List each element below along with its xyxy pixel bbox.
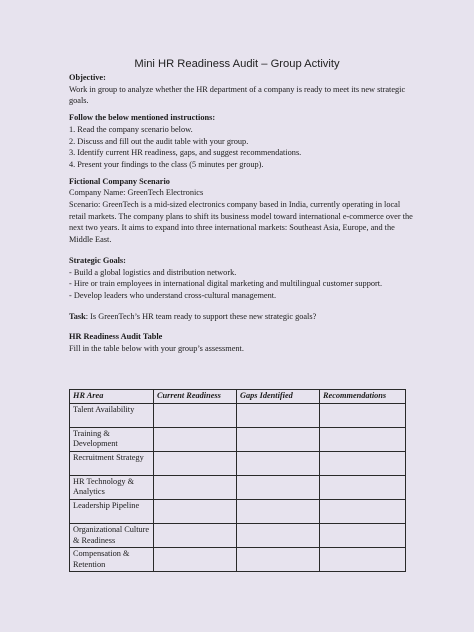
task-text: : Is GreenTech’s HR team ready to support these new strategic goals? [85,311,317,321]
audit-table [69,389,406,572]
table-heading: HR Readiness Audit Table [69,332,163,342]
company-name: Company Name: GreenTech Electronics [69,188,204,198]
recommendations-cell[interactable] [320,451,406,475]
table-row [70,475,406,499]
objective-heading: Objective: [69,73,106,82]
hr-area-cell: HR Technology & Analytics [70,475,154,499]
current-readiness-cell[interactable] [154,523,237,547]
task-line [69,311,419,323]
current-readiness-cell[interactable] [154,499,237,523]
objective-text: Work in group to analyze whether the HR department of a company is ready to meet its new strategic goals. [69,84,406,106]
instruction-item: 1. Read the company scenario below. [69,124,193,134]
instruction-item: 4. Present your findings to the class (5 minutes per group). [69,159,264,169]
scenario-heading: Fictional Company Scenario [69,176,170,186]
current-readiness-cell[interactable] [154,475,237,499]
table-row [70,427,406,451]
table-row [70,499,406,523]
table-intro: Fill in the table below with your group’s assessment. [69,344,244,354]
document-title: Mini HR Readiness Audit – Group Activity [134,58,340,70]
gaps-identified-cell[interactable] [237,403,320,427]
column-header: HR Area [70,390,154,404]
current-readiness-cell[interactable] [154,427,237,451]
gaps-identified-cell[interactable] [237,548,320,572]
gaps-identified-cell[interactable] [237,427,320,451]
document-body [69,72,419,355]
current-readiness-cell[interactable] [154,403,237,427]
table-row [70,523,406,547]
hr-area-cell: Organizational Culture & Readiness [70,523,154,547]
recommendations-cell[interactable] [320,403,406,427]
hr-area-cell: Recruitment Strategy [70,451,154,475]
gaps-identified-cell[interactable] [237,451,320,475]
table-row [70,451,406,475]
goal-item: - Build a global logistics and distribution network. [69,267,237,277]
goal-item: - Hire or train employees in international digital marketing and multilingual customer support. [69,279,383,289]
table-row [70,548,406,572]
recommendations-cell[interactable] [320,499,406,523]
instructions-heading: Follow the below mentioned instructions: [69,113,216,123]
gaps-identified-cell[interactable] [237,523,320,547]
hr-area-cell: Talent Availability [70,403,154,427]
current-readiness-cell[interactable] [154,451,237,475]
recommendations-cell[interactable] [320,475,406,499]
table-row [70,403,406,427]
column-header: Gaps Identified [237,390,320,404]
instruction-item: 2. Discuss and fill out the audit table with your group. [69,136,249,146]
column-header: Recommendations [320,390,406,404]
recommendations-cell[interactable] [320,427,406,451]
current-readiness-cell[interactable] [154,548,237,572]
gaps-identified-cell[interactable] [237,475,320,499]
goal-item: - Develop leaders who understand cross-cultural management. [69,290,277,300]
hr-area-cell: Compensation & Retention [70,548,154,572]
recommendations-cell[interactable] [320,523,406,547]
column-header: Current Readiness [154,390,237,404]
task-label: Task [69,311,86,321]
table-header-row [70,390,406,404]
scenario-text: Scenario: GreenTech is a mid-sized electronics company based in India, currently operating in local retail markets. The company plans to shift its business model toward international e-commerce over the next two years. It aims to expand into three international markets: Southeast Asia, Europe, and the Middle East. [69,200,413,245]
goals-heading: Strategic Goals: [69,255,126,265]
recommendations-cell[interactable] [320,548,406,572]
hr-area-cell: Training & Development [70,427,154,451]
instruction-item: 3. Identify current HR readiness, gaps, and suggest recommendations. [69,148,302,158]
gaps-identified-cell[interactable] [237,499,320,523]
hr-area-cell: Leadership Pipeline [70,499,154,523]
